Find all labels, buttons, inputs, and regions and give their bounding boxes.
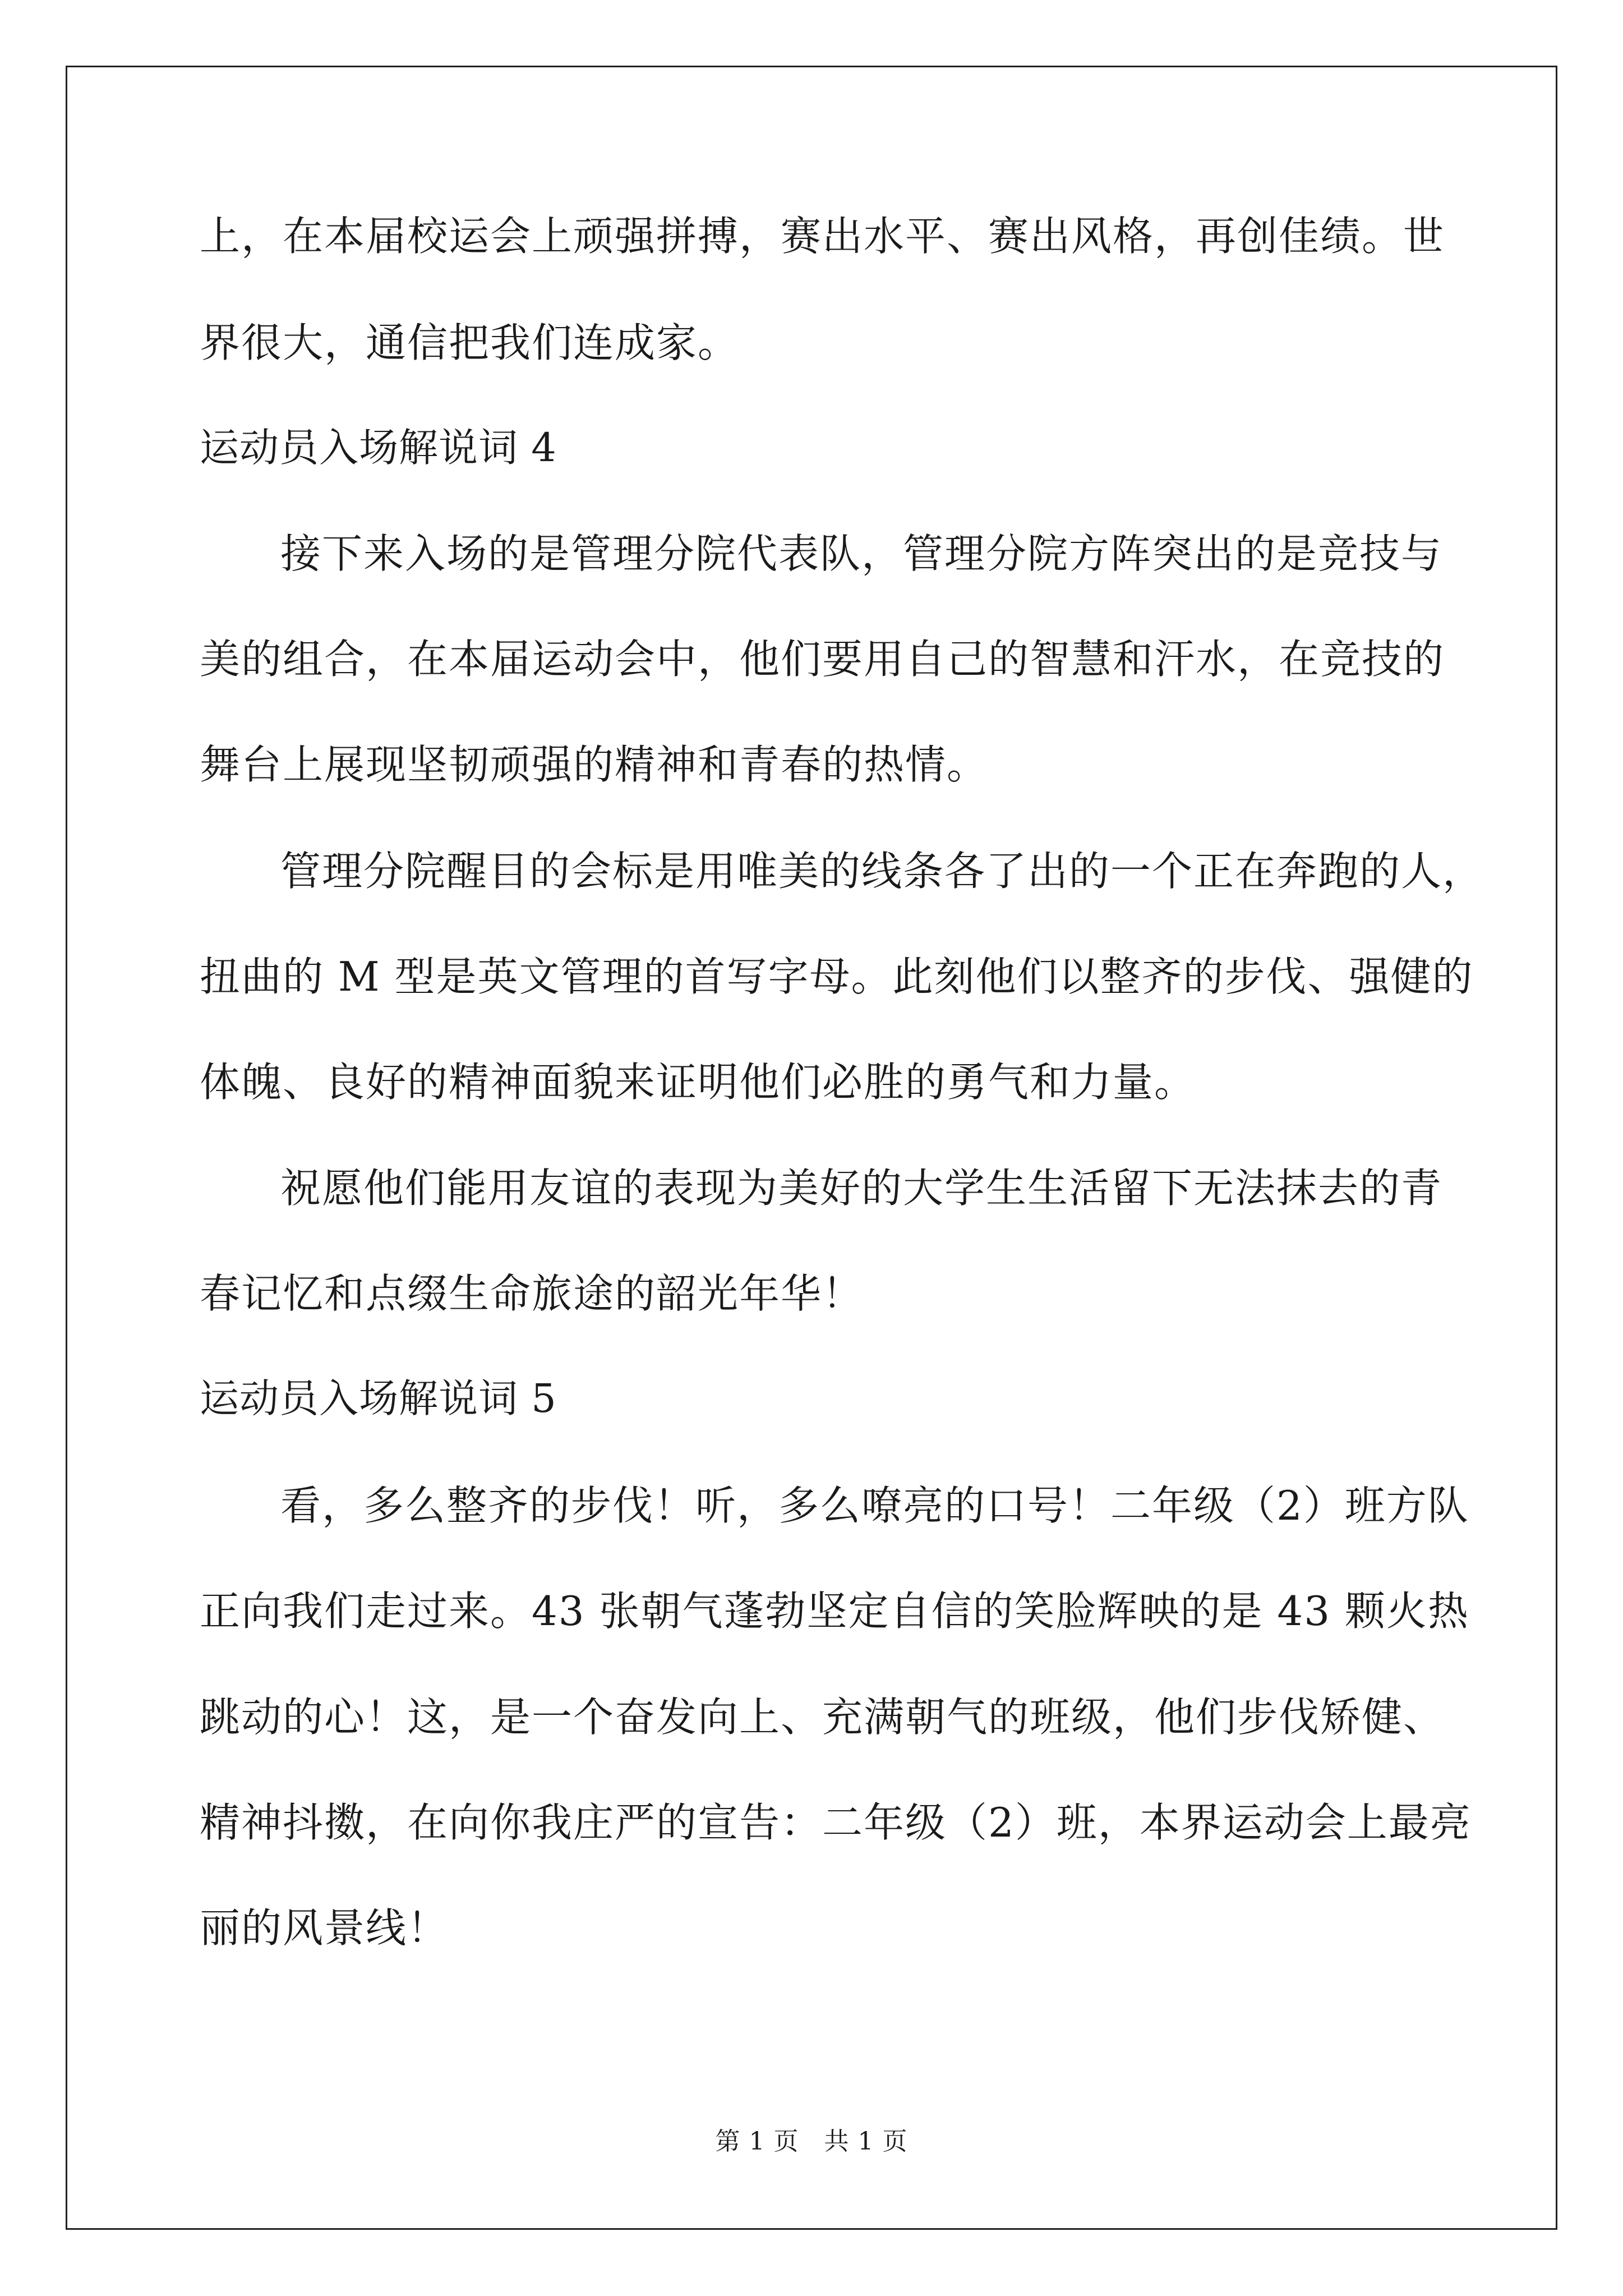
body-line: 美的组合，在本届运动会中，他们要用自己的智慧和汗水，在竞技的 <box>200 636 1445 683</box>
body-line: 丽的风景线！ <box>200 1904 449 1952</box>
body-line: 春记忆和点缀生命旅途的韶光年华！ <box>200 1270 864 1317</box>
body-line: 接下来入场的是管理分院代表队，管理分院方阵突出的是竞技与 <box>280 530 1443 577</box>
body-line: 祝愿他们能用友谊的表现为美好的大学生生活留下无法抹去的青 <box>280 1165 1443 1212</box>
body-line: 上，在本届校运会上顽强拼搏，赛出水平、赛出风格，再创佳绩。世 <box>200 213 1445 260</box>
body-line: 精神抖擞，在向你我庄严的宣告：二年级（2）班，本界运动会上最亮 <box>200 1799 1472 1846</box>
body-line: 体魄、良好的精神面貌来证明他们必胜的勇气和力量。 <box>200 1059 1196 1106</box>
body-line: 看，多么整齐的步伐！听，多么嘹亮的口号！二年级（2）班方队 <box>280 1482 1469 1529</box>
body-line: 舞台上展现坚韧顽强的精神和青春的热情。 <box>200 741 989 788</box>
section-heading: 运动员入场解说词 4 <box>200 425 557 471</box>
body-line: 正向我们走过来。43 张朝气蓬勃坚定自信的笑脸辉映的是 43 颗火热 <box>200 1588 1469 1635</box>
body-line: 扭曲的 M 型是英文管理的首写字母。此刻他们以整齐的步伐、强健的 <box>200 953 1474 1000</box>
section-heading: 运动员入场解说词 5 <box>200 1375 557 1421</box>
body-line: 跳动的心！这，是一个奋发向上、充满朝气的班级，他们步伐矫健、 <box>200 1694 1445 1741</box>
body-line: 界很大，通信把我们连成家。 <box>200 319 740 366</box>
page-footer: 第 1 页 共 1 页 <box>715 2127 908 2156</box>
body-line: 管理分院醒目的会标是用唯美的线条各了出的一个正在奔跑的人， <box>280 848 1484 895</box>
